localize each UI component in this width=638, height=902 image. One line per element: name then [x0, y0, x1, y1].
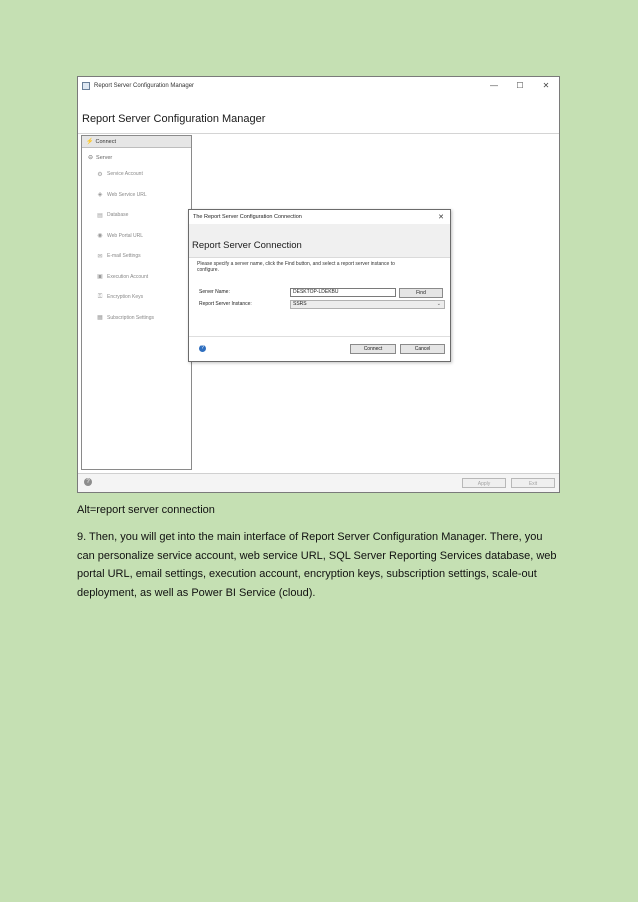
- image-caption: Alt=report server connection: [77, 504, 215, 516]
- service-account-icon: ⚙: [97, 171, 103, 178]
- help-icon[interactable]: ?: [84, 478, 92, 486]
- apply-button[interactable]: Apply: [462, 478, 506, 488]
- sidebar-item-label: E-mail Settings: [107, 253, 141, 260]
- sidebar-item-web-service-url[interactable]: [82, 185, 191, 206]
- instance-label: Report Server Instance:: [199, 301, 252, 307]
- sidebar-item-encryption-keys[interactable]: [82, 287, 191, 308]
- web-service-icon: ◈: [97, 192, 103, 199]
- cancel-button[interactable]: Cancel: [400, 344, 445, 354]
- sidebar: [81, 135, 192, 470]
- close-window-icon[interactable]: ✕: [542, 81, 550, 90]
- window-title: Report Server Configuration Manager: [94, 82, 195, 89]
- sidebar-item-label: Web Service URL: [107, 191, 147, 198]
- find-button[interactable]: Find: [399, 288, 443, 298]
- connect-dialog-button[interactable]: Connect: [350, 344, 396, 354]
- server-name-input[interactable]: DESKTOP-LDEKBU: [290, 288, 396, 297]
- database-icon: ▤: [97, 212, 103, 219]
- window-controls: [481, 81, 559, 90]
- minimize-icon[interactable]: —: [490, 81, 498, 90]
- sidebar-item-email-settings[interactable]: [82, 246, 191, 267]
- sidebar-item-label: Web Portal URL: [107, 232, 144, 239]
- web-portal-icon: ◉: [97, 233, 103, 240]
- connect-icon: ⚡: [86, 139, 94, 145]
- close-icon[interactable]: ✕: [438, 214, 444, 221]
- email-icon: ✉: [97, 253, 103, 260]
- dialog-instructions: Please specify a server name, click the Find button, and select a report server instance to configure.: [197, 261, 395, 273]
- sidebar-item-label: Database: [107, 212, 129, 219]
- sidebar-item-label: Encryption Keys: [107, 294, 144, 301]
- sidebar-item-service-account[interactable]: [82, 164, 191, 185]
- dialog-header: Report Server Connection: [189, 224, 450, 258]
- instance-select[interactable]: [290, 300, 445, 309]
- bottom-bar: [78, 473, 559, 492]
- sidebar-item-label: Execution Account: [107, 273, 149, 280]
- dialog-title: The Report Server Configuration Connection: [193, 214, 302, 220]
- dialog-footer: [189, 336, 450, 361]
- body-paragraph: 9. Then, you will get into the main interface of Report Server Configuration Manager. There, you can personalize service account, web service URL, SQL Server Reporting Services database, web portal URL, email settings, execution account, encryption keys, subscription settings, scale-out deployment, as well as Power BI Service (cloud).: [77, 531, 557, 599]
- dialog-titlebar: [189, 210, 450, 224]
- dialog-help-icon[interactable]: ?: [199, 345, 206, 352]
- instance-value: SSRS: [293, 301, 307, 307]
- chevron-down-icon: ⌄: [436, 301, 441, 307]
- server-name-label: Server Name:: [199, 289, 230, 295]
- sidebar-item-label: Service Account: [107, 171, 143, 178]
- execution-account-icon: ▣: [97, 274, 103, 281]
- server-icon: ⊖: [88, 155, 94, 161]
- server-label: Server: [96, 154, 113, 161]
- encryption-keys-icon: ⚿: [97, 293, 103, 300]
- connection-dialog: [188, 209, 451, 362]
- maximize-icon[interactable]: ☐: [516, 81, 524, 90]
- exit-button[interactable]: Exit: [511, 478, 555, 488]
- screenshot-frame: [77, 76, 560, 493]
- connect-label: Connect: [95, 138, 116, 145]
- subscription-icon: ▦: [97, 315, 103, 322]
- sidebar-item-web-portal-url[interactable]: [82, 226, 191, 247]
- window-titlebar: [78, 77, 559, 94]
- app-icon: [82, 82, 90, 90]
- sidebar-item-database[interactable]: [82, 205, 191, 226]
- sidebar-item-label: Subscription Settings: [107, 314, 154, 321]
- connect-button[interactable]: [82, 136, 191, 148]
- sidebar-item-execution-account[interactable]: [82, 267, 191, 288]
- sidebar-item-subscription-settings[interactable]: [82, 308, 191, 329]
- server-node[interactable]: [82, 148, 191, 161]
- app-header: Report Server Configuration Manager: [78, 94, 559, 134]
